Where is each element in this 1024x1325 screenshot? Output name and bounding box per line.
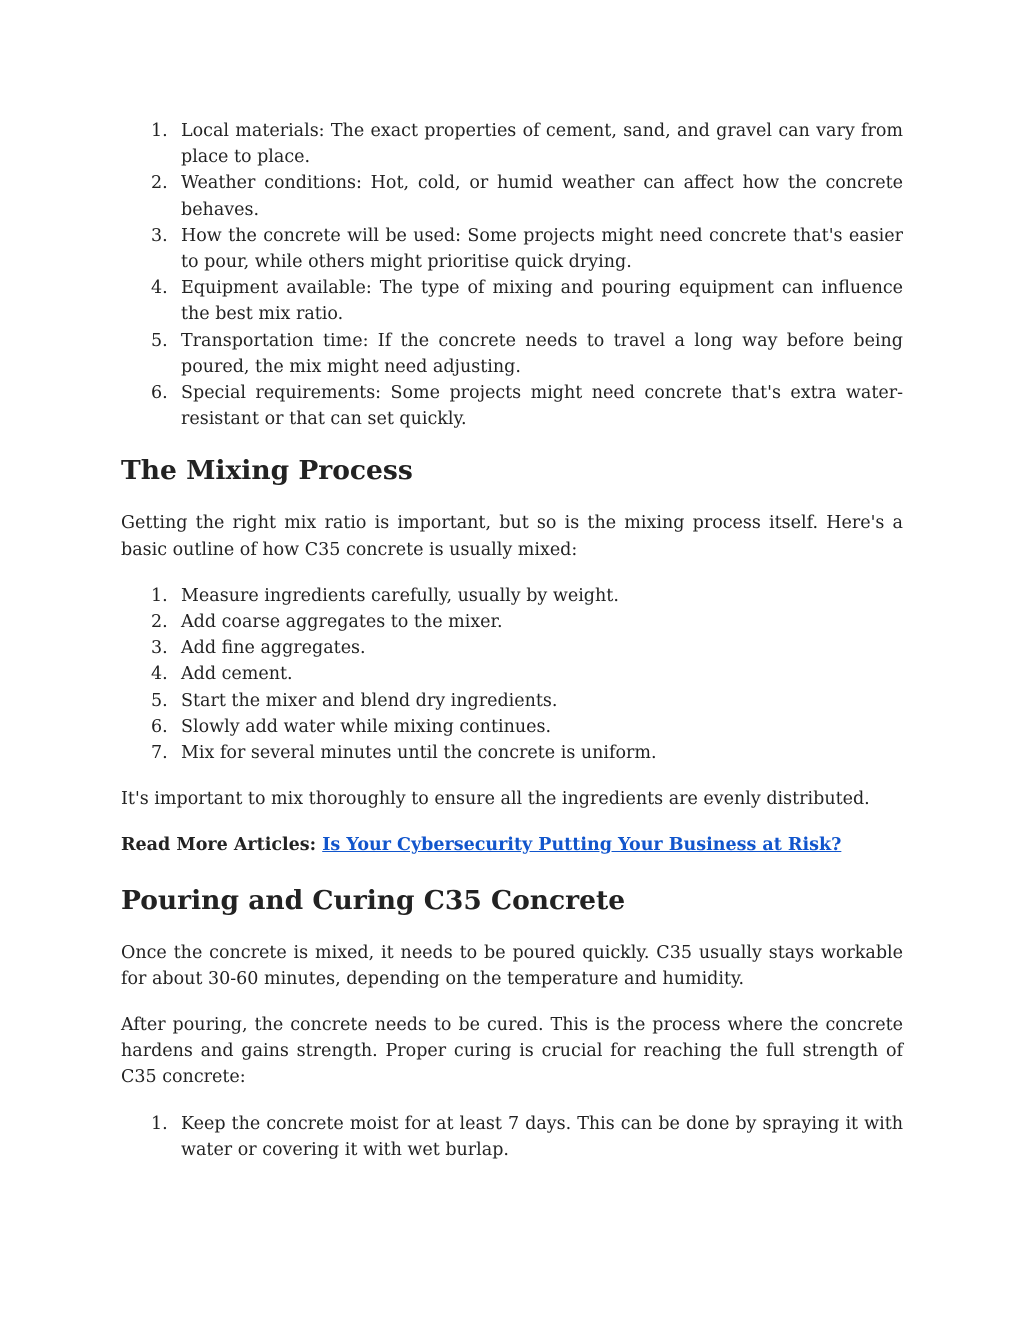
list-number: 5. (151, 690, 168, 711)
list-number: 3. (151, 638, 168, 659)
list-number: 3. (151, 225, 168, 246)
list-item (121, 714, 903, 740)
list-number: 4. (151, 664, 168, 685)
list-text: Special requirements: Some projects might need concrete that's extra water-resistant or that can set quickly. (181, 383, 903, 430)
list-text: Add fine aggregates. (181, 638, 366, 659)
list-number: 1. (151, 585, 168, 606)
list-text: Slowly add water while mixing continues. (181, 716, 552, 737)
list-item (121, 118, 903, 170)
list-text: Mix for several minutes until the concrete is uniform. (181, 743, 657, 764)
factors-list (121, 118, 903, 432)
list-item (121, 275, 903, 327)
list-text: Add cement. (181, 664, 293, 685)
pouring-heading: Pouring and Curing C35 Concrete (121, 884, 626, 916)
list-item (121, 740, 903, 766)
list-text: Measure ingredients carefully, usually by weight. (181, 585, 619, 606)
list-number: 4. (151, 278, 168, 299)
pouring-paragraph-1: Once the concrete is mixed, it needs to be poured quickly. C35 usually stays workable for about 30-60 minutes, depending on the temperature and humidity. (121, 942, 903, 989)
list-text: Equipment available: The type of mixing and pouring equipment can influence the best mix ratio. (181, 278, 903, 325)
list-item (121, 223, 903, 275)
curing-steps-list (121, 1111, 903, 1163)
mixing-steps-list (121, 583, 903, 766)
list-item (121, 688, 903, 714)
read-more-line (121, 832, 903, 858)
list-number: 1. (151, 1113, 168, 1134)
mixing-heading: The Mixing Process (121, 455, 413, 487)
list-item (121, 170, 903, 222)
list-number: 5. (151, 330, 168, 351)
list-item (121, 609, 903, 635)
list-number: 2. (151, 612, 168, 633)
list-item (121, 661, 903, 687)
list-text: Keep the concrete moist for at least 7 days. This can be done by spraying it with water or covering it with wet burlap. (181, 1113, 903, 1160)
list-text: Start the mixer and blend dry ingredients. (181, 690, 558, 711)
list-text: Transportation time: If the concrete needs to travel a long way before being poured, the mix might need adjusting. (181, 330, 903, 377)
list-number: 6. (151, 383, 168, 404)
list-item (121, 328, 903, 380)
list-number: 1. (151, 121, 168, 141)
list-item (121, 1111, 903, 1163)
pouring-paragraph-2: After pouring, the concrete needs to be cured. This is the process where the concrete hardens and gains strength. Proper curing is crucial for reaching the full strength of C35 concrete: (121, 1015, 903, 1088)
list-text: How the concrete will be used: Some projects might need concrete that's easier to pour, while others might prioritise quick drying. (181, 225, 903, 273)
list-number: 7. (151, 743, 168, 764)
list-item (121, 635, 903, 661)
document-page (121, 118, 903, 1163)
mixing-outro: It's important to mix thoroughly to ensure all the ingredients are evenly distributed. (121, 789, 870, 810)
list-item (121, 583, 903, 609)
list-text: Local materials: The exact properties of cement, sand, and gravel can vary from place to place. (181, 121, 903, 168)
read-more-link[interactable]: Is Your Cybersecurity Putting Your Business at Risk? (322, 835, 842, 856)
read-more-label: Read More Articles: (121, 835, 317, 856)
mixing-intro: Getting the right mix ratio is important, but so is the mixing process itself. Here's a basic outline of how C35 concrete is usually mixed: (121, 513, 903, 560)
list-number: 6. (151, 716, 168, 737)
list-number: 2. (151, 173, 168, 194)
list-item (121, 380, 903, 432)
list-text: Add coarse aggregates to the mixer. (181, 612, 503, 633)
list-text: Weather conditions: Hot, cold, or humid weather can affect how the concrete behaves. (181, 173, 903, 220)
